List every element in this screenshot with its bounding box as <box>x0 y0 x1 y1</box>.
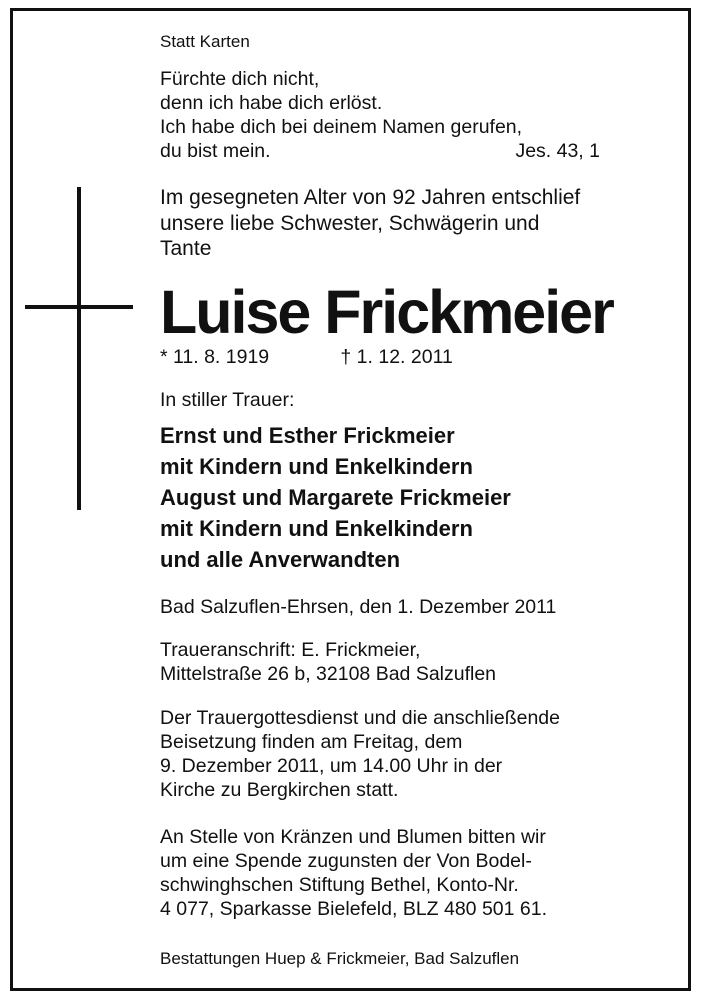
mourners-heading: In stiller Trauer: <box>160 389 295 411</box>
funeral-service-info <box>160 706 560 802</box>
mourner-line: mit Kindern und Enkelkindern <box>160 516 473 541</box>
address-line: Mittelstraße 26 b, 32108 Bad Salzuflen <box>160 663 497 685</box>
life-dates <box>160 345 453 369</box>
verse-line: du bist mein. <box>160 140 271 162</box>
funeral-home: Bestattungen Huep & Frickmeier, Bad Salzuflen <box>160 949 520 968</box>
mourner-line: und alle Anverwandten <box>160 547 401 572</box>
verse-last-row <box>160 139 600 163</box>
mourner-line: Ernst und Esther Frickmeier <box>160 423 455 448</box>
service-line: 9. Dezember 2011, um 14.00 Uhr in der <box>160 755 503 777</box>
service-line: Kirche zu Bergkirchen statt. <box>160 779 399 801</box>
donation-line: 4 077, Sparkasse Bielefeld, BLZ 480 501 61. <box>160 898 548 920</box>
intro-line: unsere liebe Schwester, Schwägerin und <box>160 211 540 235</box>
place-and-date: Bad Salzuflen-Ehrsen, den 1. Dezember 2011 <box>160 596 557 618</box>
donation-line: schwinghschen Stiftung Bethel, Konto-Nr. <box>160 874 519 896</box>
intro-line: Tante <box>160 237 212 260</box>
deceased-name: Luise Frickmeier <box>160 278 613 346</box>
death-date: † 1. 12. 2011 <box>340 346 453 368</box>
bible-verse <box>160 67 600 163</box>
mourner-line: mit Kindern und Enkelkindern <box>160 454 473 479</box>
mourner-line: August und Margarete Frickmeier <box>160 485 511 510</box>
cross-horizontal-bar <box>25 305 133 309</box>
verse-reference: Jes. 43, 1 <box>515 140 600 162</box>
verse-line: Fürchte dich nicht, <box>160 68 320 90</box>
verse-line: denn ich habe dich erlöst. <box>160 92 383 114</box>
donation-line: um eine Spende zugunsten der Von Bodel- <box>160 850 532 872</box>
cross-vertical-bar <box>77 187 81 510</box>
header-statt-karten: Statt Karten <box>160 32 250 51</box>
donation-request <box>160 825 547 921</box>
obituary-frame <box>10 8 691 991</box>
mourners-list <box>160 420 511 575</box>
intro-text <box>160 185 580 262</box>
intro-line: Im gesegneten Alter von 92 Jahren entschlief <box>160 186 581 209</box>
mourning-address <box>160 638 496 686</box>
service-line: Beisetzung finden am Freitag, dem <box>160 731 463 753</box>
address-line: Traueranschrift: E. Frickmeier, <box>160 639 421 661</box>
birth-date: * 11. 8. 1919 <box>160 346 270 368</box>
donation-line: An Stelle von Kränzen und Blumen bitten wir <box>160 826 546 848</box>
verse-line: Ich habe dich bei deinem Namen gerufen, <box>160 116 523 138</box>
service-line: Der Trauergottesdienst und die anschließende <box>160 707 560 729</box>
